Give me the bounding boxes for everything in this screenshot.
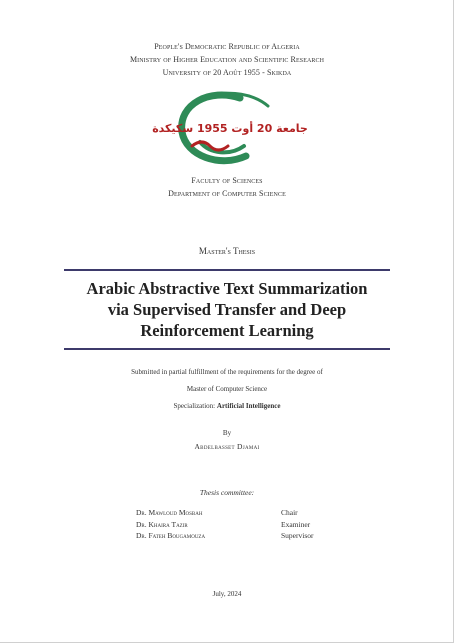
member-name: Dr. Khaira Tazir [136,519,188,529]
title-line-2: via Supervised Transfer and Deep [107,300,347,319]
committee-list [136,508,356,543]
submission-block [0,364,454,415]
committee-label: Thesis committee: [199,488,255,497]
title-line-3: Reinforcement Learning [140,321,314,340]
title-rule-bottom [64,348,390,350]
by-label: By [222,429,232,437]
header-block [0,40,454,79]
member-role: Examiner [281,519,311,529]
logo-arabic-text: جامعة 20 أوت 1955 سكيكدة [152,122,308,135]
faculty-block [0,174,454,200]
faculty-name: Faculty of Sciences [191,176,263,185]
header-ministry: Ministry of Higher Education and Scientific Research [129,55,325,64]
title-rule-top [64,269,390,271]
university-logo [152,90,308,168]
header-university: University of 20 Août 1955 - Skikda [162,68,292,77]
specialization [0,398,454,415]
header-country: People's Democratic Republic of Algeria [154,42,300,51]
specialization-value: Artificial Intelligence [216,402,281,410]
member-name: Dr. Fateh Bougamouza [136,531,206,540]
submission-statement: Submitted in partial fulfillment of the requirements for the degree of [131,368,323,376]
thesis-title [60,278,394,341]
thesis-type-label: Master's Thesis [198,246,256,256]
specialization-label: Specialization: [173,402,216,410]
committee-row [136,531,356,543]
member-name: Dr. Mawloud Mosbah [136,508,203,517]
committee-row [136,520,356,532]
member-role: Chair [281,508,298,517]
degree-name: Master of Computer Science [186,385,268,393]
author-name: Abdelbasset Djamai [194,442,260,451]
submission-date: July, 2024 [212,590,242,598]
title-line-1: Arabic Abstractive Text Summarization [86,279,368,298]
member-role: Supervisor [281,531,314,540]
committee-row [136,508,356,520]
department-name: Department of Computer Science [168,189,286,198]
